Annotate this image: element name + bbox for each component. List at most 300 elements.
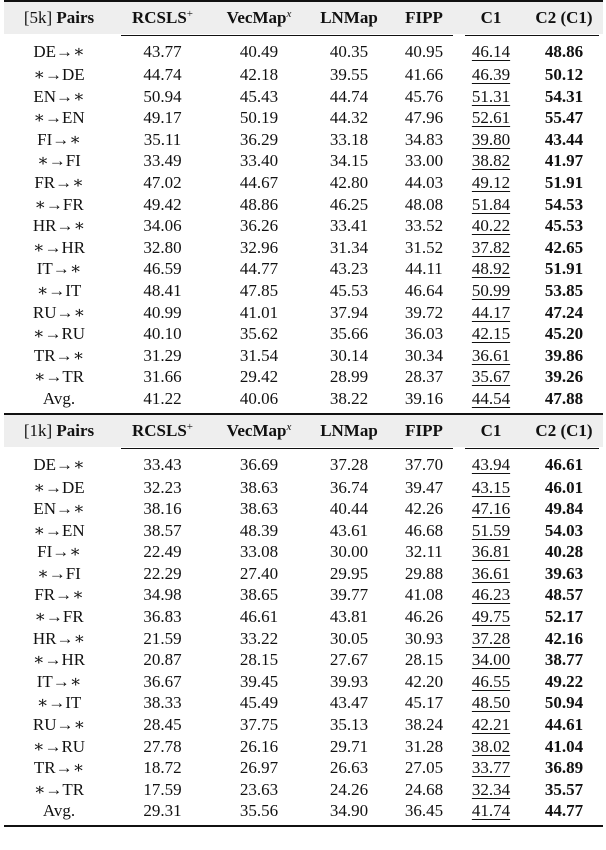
fipp-value: 27.05 [404, 758, 444, 778]
fipp-value: 44.03 [404, 172, 444, 192]
header-c2: C2 (C1) [525, 415, 603, 447]
c2-value: 44.77 [544, 801, 584, 821]
fipp-value: 30.34 [404, 345, 444, 365]
c2-value: 39.86 [544, 345, 584, 365]
vecmap-value: 38.63 [239, 477, 279, 497]
c2-value: 40.28 [544, 542, 584, 562]
table-row [4, 606, 603, 628]
pair-label: EN→∗ [33, 86, 85, 106]
lnmap-value: 24.26 [329, 779, 369, 799]
table-row [4, 129, 603, 151]
c2-value: 54.53 [544, 194, 584, 214]
fipp-value: 41.08 [404, 585, 444, 605]
vecmap-value: 35.62 [239, 324, 279, 344]
pair-label: HR→∗ [32, 216, 86, 236]
vecmap-value: 44.77 [239, 259, 279, 279]
rcsls-value: 49.17 [143, 108, 182, 128]
vecmap-value: 38.65 [239, 585, 279, 605]
cmidrule-row [4, 34, 603, 40]
table-row [4, 258, 603, 280]
c2-value: 46.01 [544, 477, 584, 497]
vecmap-value: 33.22 [239, 628, 279, 648]
c1-value: 37.28 [471, 628, 511, 648]
fipp-value: 46.64 [404, 280, 444, 300]
vecmap-value: 40.06 [239, 388, 279, 408]
fipp-value: 34.83 [404, 129, 444, 149]
rcsls-value: 27.78 [143, 736, 182, 756]
c1-value: 49.12 [471, 172, 511, 192]
table-row [4, 779, 603, 801]
rcsls-value: 34.98 [143, 585, 182, 605]
pairs-label: Pairs [56, 8, 95, 27]
rcsls-value: 36.83 [143, 607, 182, 627]
lnmap-value: 30.05 [329, 628, 369, 648]
fipp-value: 30.93 [404, 628, 444, 648]
table-row [4, 628, 603, 650]
c1-value: 51.31 [471, 86, 511, 106]
fipp-value: 38.24 [404, 715, 444, 735]
cmidrule-baselines [121, 448, 453, 449]
fipp-value: 37.70 [404, 454, 444, 474]
lnmap-value: 33.41 [329, 216, 369, 236]
fipp-value: 28.37 [404, 367, 444, 387]
pair-label: ∗→IT [36, 280, 82, 300]
rcsls-value: 33.49 [143, 151, 182, 171]
c2-value: 47.24 [544, 302, 584, 322]
lnmap-value: 43.81 [329, 607, 369, 627]
rcsls-value: 32.80 [143, 237, 182, 257]
rcsls-value: 31.29 [143, 345, 182, 365]
c1-value: 38.82 [471, 151, 511, 171]
lnmap-value: 39.77 [329, 585, 369, 605]
c1-value: 39.80 [471, 129, 511, 149]
pair-label: TR→∗ [33, 345, 85, 365]
cmidrule-ours [465, 448, 599, 449]
rcsls-value: 41.22 [143, 388, 182, 408]
c2-value: 52.17 [544, 607, 584, 627]
table-row [4, 194, 603, 216]
header-pairs [4, 415, 114, 447]
lnmap-value: 45.53 [329, 280, 369, 300]
lnmap-value: 28.99 [329, 367, 369, 387]
pair-label: FR→∗ [34, 172, 84, 192]
lnmap-value: 29.71 [329, 736, 369, 756]
table-row [4, 692, 603, 714]
table-row [4, 541, 603, 563]
rcsls-value: 28.45 [143, 715, 182, 735]
vecmap-value: 33.08 [239, 542, 279, 562]
setting-label: [5k] [23, 8, 53, 27]
pair-label: ∗→DE [33, 477, 85, 497]
fipp-value: 39.47 [404, 477, 444, 497]
fipp-value: 39.72 [404, 302, 444, 322]
pair-label: RU→∗ [32, 715, 86, 735]
rcsls-value: 38.57 [143, 520, 182, 540]
lnmap-value: 37.28 [329, 454, 369, 474]
header-row [4, 415, 603, 447]
c1-value: 33.77 [471, 758, 511, 778]
table-caption-cutoff [0, 842, 606, 850]
vecmap-value: 36.69 [239, 454, 279, 474]
rcsls-value: 34.06 [143, 216, 182, 236]
fipp-value: 36.03 [404, 324, 444, 344]
pair-label: ∗→DE [33, 65, 85, 84]
c1-value: 38.02 [471, 736, 511, 756]
vecmap-value: 47.85 [239, 280, 279, 300]
fipp-value: 45.17 [404, 693, 444, 713]
pair-label: ∗→RU [32, 736, 86, 756]
fipp-value: 33.52 [404, 216, 444, 236]
lnmap-value: 40.44 [329, 499, 369, 519]
table-row [4, 388, 603, 413]
c2-value: 50.94 [544, 693, 584, 713]
pair-label: ∗→FR [34, 194, 84, 214]
table-row [4, 520, 603, 542]
lnmap-value: 43.61 [329, 520, 369, 540]
c1-value: 32.34 [471, 779, 511, 799]
lnmap-value: 35.13 [329, 715, 369, 735]
vecmap-value: 39.45 [239, 671, 279, 691]
c2-value: 39.63 [544, 563, 584, 583]
rcsls-value: 29.31 [143, 801, 182, 821]
c2-value: 54.03 [544, 520, 584, 540]
vecmap-value: 44.67 [239, 172, 279, 192]
rcsls-value: 48.41 [143, 280, 182, 300]
fipp-value: 24.68 [404, 779, 444, 799]
c1-value: 52.61 [471, 108, 511, 128]
results-table [4, 2, 603, 413]
c2-value: 50.12 [544, 65, 584, 84]
vecmap-value: 36.26 [239, 216, 279, 236]
table-row [4, 671, 603, 693]
pair-label: ∗→HR [32, 650, 86, 670]
table-row [4, 584, 603, 606]
rcsls-value: 22.29 [143, 563, 182, 583]
results-table [4, 415, 603, 826]
header-lnmap: LNMap [307, 2, 391, 34]
pair-label: ∗→IT [36, 693, 82, 713]
rcsls-value: 38.16 [143, 499, 182, 519]
header-c1: C1 [457, 415, 525, 447]
pair-label: ∗→TR [33, 779, 85, 799]
rcsls-value: 22.49 [143, 542, 182, 562]
fipp-value: 33.00 [404, 151, 444, 171]
fipp-value: 45.76 [404, 86, 444, 106]
vecmap-value: 28.15 [239, 650, 279, 670]
header-c1: C1 [457, 2, 525, 34]
vecmap-value: 35.56 [239, 801, 279, 821]
table-row [4, 477, 603, 499]
lnmap-value: 43.23 [329, 259, 369, 279]
c1-value: 44.54 [471, 388, 511, 408]
vecmap-value: 40.49 [239, 42, 279, 62]
fipp-value: 40.95 [404, 42, 444, 62]
vecmap-value: 23.63 [239, 779, 279, 799]
rcsls-value: 17.59 [143, 779, 182, 799]
pair-label: ∗→FR [34, 607, 84, 627]
c1-value: 41.74 [471, 801, 511, 821]
lnmap-value: 34.90 [329, 801, 369, 821]
lnmap-value: 44.74 [329, 86, 369, 106]
lnmap-value: 30.14 [329, 345, 369, 365]
vecmap-value: 37.75 [239, 715, 279, 735]
header-vecmap: VecMap$^x$ [211, 415, 307, 447]
cmidrule-row [4, 447, 603, 453]
pair-label: DE→∗ [33, 42, 85, 62]
c1-value: 43.94 [471, 454, 511, 474]
pair-label: EN→∗ [33, 499, 85, 519]
vecmap-value: 42.18 [239, 65, 279, 84]
lnmap-value: 31.34 [329, 237, 369, 257]
pair-label: IT→∗ [36, 671, 82, 691]
pair-label: ∗→TR [33, 367, 85, 387]
pair-label: ∗→HR [32, 237, 86, 257]
rcsls-value: 46.59 [143, 259, 182, 279]
vecmap-value: 27.40 [239, 563, 279, 583]
c2-value: 42.65 [544, 237, 584, 257]
vecmap-value: 26.16 [239, 736, 279, 756]
c1-value: 43.15 [471, 477, 511, 497]
table-row [4, 107, 603, 129]
table-row [4, 280, 603, 302]
c1-value: 42.21 [471, 715, 511, 735]
rcsls-value: 35.11 [143, 129, 182, 149]
vecmap-value: 45.49 [239, 693, 279, 713]
pair-label: ∗→FI [37, 563, 81, 583]
c2-value: 42.16 [544, 628, 584, 648]
rcsls-value: 40.10 [143, 324, 182, 344]
lnmap-value: 33.18 [329, 129, 369, 149]
c1-value: 46.55 [471, 671, 511, 691]
c2-value: 51.91 [544, 172, 584, 192]
pair-label: Avg. [42, 801, 76, 821]
fipp-value: 36.45 [404, 801, 444, 821]
vecmap-value: 29.42 [239, 367, 279, 387]
rcsls-value: 18.72 [143, 758, 182, 778]
rcsls-value: 50.94 [143, 86, 182, 106]
pair-label: ∗→EN [33, 520, 85, 540]
header-lnmap: LNMap [307, 415, 391, 447]
c1-value: 51.59 [471, 520, 511, 540]
c1-value: 46.39 [471, 65, 511, 84]
c2-value: 38.77 [544, 650, 584, 670]
c1-value: 48.50 [471, 693, 511, 713]
c1-value: 46.14 [471, 42, 511, 62]
cmidrule-ours [465, 35, 599, 36]
pair-label: ∗→EN [33, 108, 85, 128]
c2-value: 48.57 [544, 585, 584, 605]
lnmap-value: 42.80 [329, 172, 369, 192]
rcsls-value: 20.87 [143, 650, 182, 670]
header-pairs [4, 2, 114, 34]
table-row [4, 215, 603, 237]
lnmap-value: 40.35 [329, 42, 369, 62]
c2-value: 54.31 [544, 86, 584, 106]
pair-label: HR→∗ [32, 628, 86, 648]
table-row [4, 302, 603, 324]
c1-value: 35.67 [471, 367, 511, 387]
rcsls-value: 47.02 [143, 172, 182, 192]
pair-label: TR→∗ [33, 758, 85, 778]
table-row [4, 800, 603, 825]
fipp-value: 31.28 [404, 736, 444, 756]
c1-value: 36.61 [471, 345, 511, 365]
table-row [4, 40, 603, 64]
header-rcsls: RCSLS+ [114, 2, 211, 34]
lnmap-value: 36.74 [329, 477, 369, 497]
lnmap-value: 37.94 [329, 302, 369, 322]
c2-value: 53.85 [544, 280, 584, 300]
vecmap-value: 45.43 [239, 86, 279, 106]
fipp-value: 48.08 [404, 194, 444, 214]
fipp-value: 39.16 [404, 388, 444, 408]
c2-value: 48.86 [544, 42, 584, 62]
lnmap-value: 46.25 [329, 194, 369, 214]
c1-value: 34.00 [471, 650, 511, 670]
rcsls-value: 32.23 [143, 477, 182, 497]
c1-value: 49.75 [471, 607, 511, 627]
c1-value: 40.22 [471, 216, 511, 236]
vecmap-value: 48.86 [239, 194, 279, 214]
c1-value: 44.17 [471, 302, 511, 322]
c1-value: 37.82 [471, 237, 511, 257]
c1-value: 36.81 [471, 542, 511, 562]
fipp-value: 42.20 [404, 671, 444, 691]
rcsls-value: 38.33 [143, 693, 182, 713]
table-row [4, 498, 603, 520]
table-row [4, 366, 603, 388]
header-fipp: FIPP [391, 415, 457, 447]
fipp-value: 32.11 [405, 542, 443, 562]
lnmap-value: 27.67 [329, 650, 369, 670]
header-vecmap: VecMap$^x$ [211, 2, 307, 34]
rcsls-value: 40.99 [143, 302, 182, 322]
lnmap-value: 39.55 [329, 65, 369, 84]
pair-label: FI→∗ [37, 129, 81, 149]
table-row [4, 323, 603, 345]
table-row [4, 736, 603, 758]
fipp-value: 28.15 [404, 650, 444, 670]
rcsls-value: 21.59 [143, 628, 182, 648]
c2-value: 51.91 [544, 259, 584, 279]
vecmap-value: 46.61 [239, 607, 279, 627]
pair-label: RU→∗ [32, 302, 86, 322]
c2-value: 35.57 [544, 779, 584, 799]
lnmap-value: 26.63 [329, 758, 369, 778]
c2-value: 44.61 [544, 715, 584, 735]
table-row [4, 563, 603, 585]
c1-value: 42.15 [471, 324, 511, 344]
table-row [4, 453, 603, 477]
vecmap-value: 36.29 [239, 129, 279, 149]
rcsls-value: 33.43 [143, 454, 182, 474]
lnmap-value: 39.93 [329, 671, 369, 691]
header-fipp: FIPP [391, 2, 457, 34]
pair-label: IT→∗ [36, 259, 82, 279]
table-row [4, 172, 603, 194]
pairs-label: Pairs [56, 420, 95, 440]
rcsls-value: 43.77 [143, 42, 182, 62]
c1-value: 47.16 [471, 499, 511, 519]
c2-value: 41.97 [544, 151, 584, 171]
rcsls-value: 44.74 [143, 65, 182, 84]
vecmap-value: 32.96 [239, 237, 279, 257]
fipp-value: 46.26 [404, 607, 444, 627]
rcsls-value: 36.67 [143, 671, 182, 691]
table-row [4, 237, 603, 259]
c1-value: 46.23 [471, 585, 511, 605]
fipp-value: 44.11 [405, 259, 443, 279]
lnmap-value: 43.47 [329, 693, 369, 713]
c2-value: 45.53 [544, 216, 584, 236]
vecmap-value: 33.40 [239, 151, 279, 171]
lnmap-value: 38.22 [329, 388, 369, 408]
c2-value: 55.47 [544, 108, 584, 128]
pair-label: FI→∗ [37, 542, 81, 562]
c1-value: 50.99 [471, 280, 511, 300]
c2-value: 41.04 [544, 736, 584, 756]
table-row [4, 345, 603, 367]
fipp-value: 42.26 [404, 499, 444, 519]
lnmap-value: 29.95 [329, 563, 369, 583]
header-rcsls: RCSLS+ [114, 415, 211, 447]
table-row [4, 714, 603, 736]
c1-value: 36.61 [471, 563, 511, 583]
table-row [4, 150, 603, 172]
c2-value: 46.61 [544, 454, 584, 474]
fipp-value: 46.68 [404, 520, 444, 540]
c2-value: 47.88 [544, 388, 584, 408]
c2-value: 39.26 [544, 367, 584, 387]
rcsls-value: 31.66 [143, 367, 182, 387]
pair-label: ∗→FI [37, 151, 81, 171]
vecmap-value: 50.19 [239, 108, 279, 128]
c2-value: 49.84 [544, 499, 584, 519]
header-c2: C2 (C1) [525, 2, 603, 34]
header-row [4, 2, 603, 34]
c1-value: 48.92 [471, 259, 511, 279]
rcsls-value: 49.42 [143, 194, 182, 214]
vecmap-value: 48.39 [239, 520, 279, 540]
lnmap-value: 30.00 [329, 542, 369, 562]
fipp-value: 47.96 [404, 108, 444, 128]
table-row [4, 86, 603, 108]
fipp-value: 41.66 [404, 65, 444, 84]
fipp-value: 29.88 [404, 563, 444, 583]
pair-label: Avg. [42, 388, 76, 408]
cmidrule-baselines [121, 35, 453, 36]
c2-value: 49.22 [544, 671, 584, 691]
pair-label: ∗→RU [32, 324, 86, 344]
c2-value: 43.44 [544, 129, 584, 149]
lnmap-value: 44.32 [329, 108, 369, 128]
table-row [4, 649, 603, 671]
pair-label: DE→∗ [33, 454, 85, 474]
results-table-figure [4, 0, 603, 827]
table-row [4, 64, 603, 86]
setting-label: [1k] [23, 420, 53, 440]
pair-label: FR→∗ [34, 585, 84, 605]
vecmap-value: 41.01 [239, 302, 279, 322]
vecmap-value: 26.97 [239, 758, 279, 778]
fipp-value: 31.52 [404, 237, 444, 257]
vecmap-value: 31.54 [239, 345, 279, 365]
tables-host [4, 2, 603, 825]
lnmap-value: 34.15 [329, 151, 369, 171]
table-row [4, 757, 603, 779]
vecmap-value: 38.63 [239, 499, 279, 519]
lnmap-value: 35.66 [329, 324, 369, 344]
